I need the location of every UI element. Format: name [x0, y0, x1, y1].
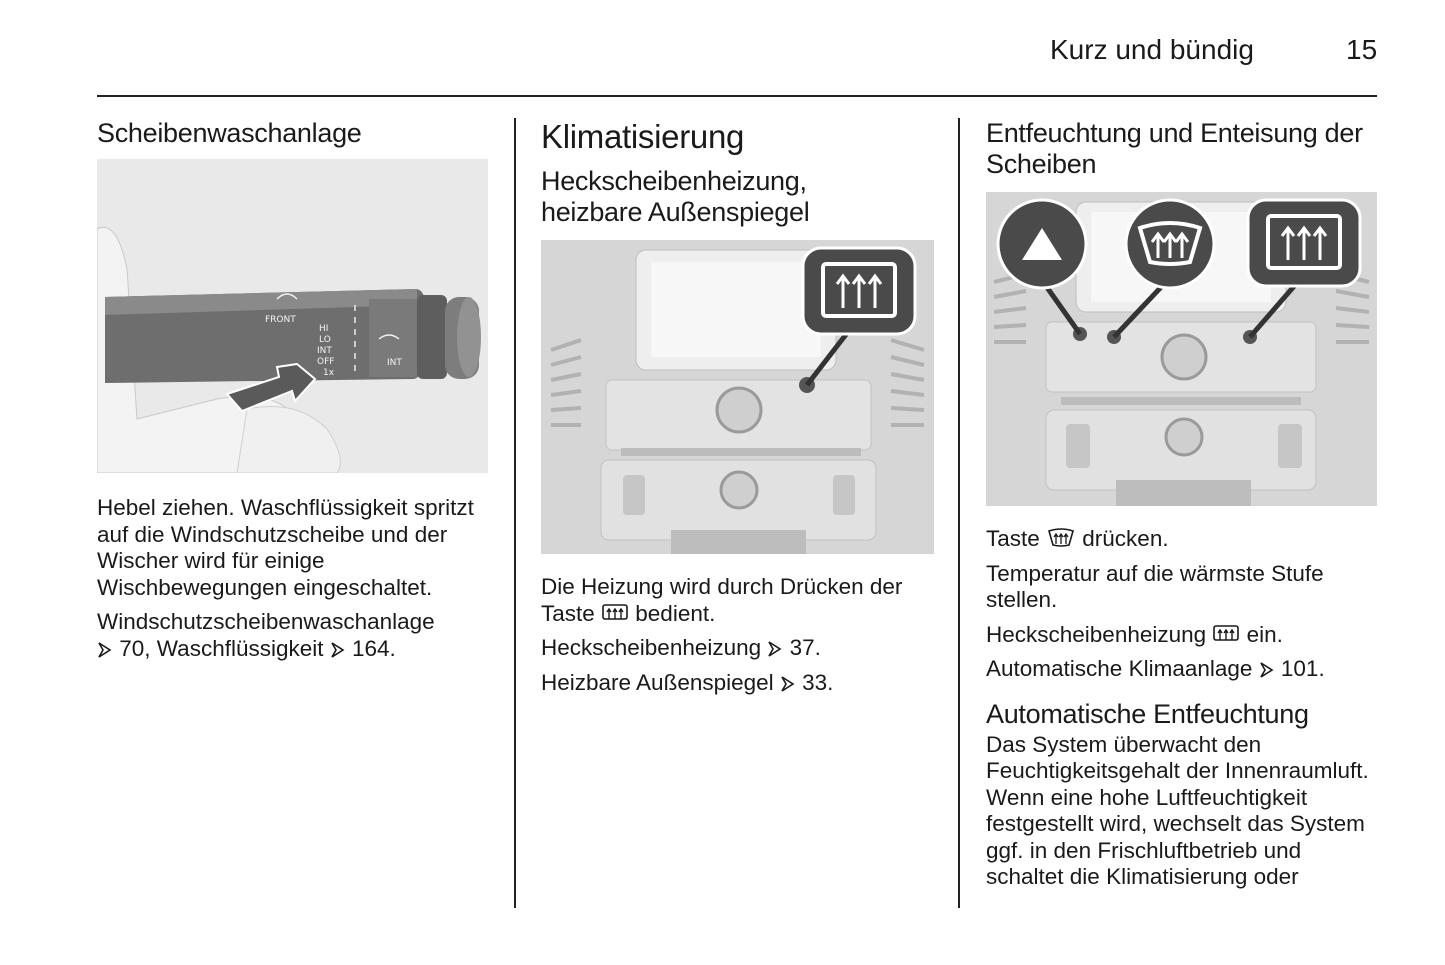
- section-heading: Scheibenwaschanlage: [97, 118, 362, 148]
- column-defog: [986, 118, 1381, 899]
- heating-instruction: Die Heizung wird durch Drücken der Taste bedient.: [541, 574, 903, 626]
- arrow-right-outline-icon: [1259, 661, 1275, 679]
- arrow-right-outline-icon: [780, 675, 796, 693]
- auto-dehumidify-text: Das System überwacht den Feuchtigkeitsgehalt der Innenraumluft. Wenn eine hohe Luftfeuchtigkeit festgestellt wird, wechselt das System ggf. in den Frischluftbetrieb und schaltet die Klimatisierung oder: [986, 731, 1369, 889]
- windscreen-defrost-icon: [1046, 527, 1076, 549]
- defog-step-2: Temperatur auf die wärmste Stufe stellen.: [986, 560, 1324, 612]
- chapter-title: Kurz und bündig: [1050, 34, 1254, 65]
- rear-heating-crossref: Heckscheibenheizung 37.: [541, 635, 821, 660]
- subsection-heading: Heckscheibenheizung, heizbare Außenspiegel: [541, 166, 810, 227]
- center-console-figure: [541, 240, 934, 554]
- defog-step-1: Taste drücken.: [986, 526, 1169, 551]
- subsection-heading: Automatische Entfeuchtung: [986, 698, 1309, 729]
- page-number: 15: [1346, 34, 1378, 65]
- arrow-right-outline-icon: [97, 641, 113, 659]
- rear-window-defrost-icon: [601, 602, 629, 624]
- defrost-buttons-figure: [986, 192, 1377, 506]
- column-washer: [97, 118, 497, 670]
- label-front: FRONT: [265, 315, 296, 325]
- climate-crossref: Automatische Klimaanlage 101.: [986, 656, 1325, 681]
- washer-crossref: Windschutzscheibenwaschanlage 70, Waschflüssigkeit 164.: [97, 609, 435, 661]
- label-int: INT: [317, 346, 332, 356]
- column-climate: [541, 118, 941, 704]
- arrow-right-outline-icon: [330, 641, 346, 659]
- section-heading: Entfeuchtung und Enteisung der Scheiben: [986, 118, 1363, 179]
- mirror-heating-crossref: Heizbare Außenspiegel 33.: [541, 669, 834, 695]
- column-divider: [958, 118, 960, 908]
- label-1x: 1x: [323, 368, 335, 378]
- header-divider: [97, 95, 1377, 97]
- label-int-ring: INT: [387, 358, 402, 368]
- defog-step-3: Heckscheibenheizung ein.: [986, 621, 1283, 647]
- wiper-stalk-figure: [97, 159, 488, 473]
- section-heading: Klimatisierung: [541, 118, 745, 155]
- column-divider: [514, 118, 516, 908]
- label-hi: HI: [319, 324, 329, 334]
- label-off: OFF: [317, 357, 335, 367]
- rear-window-defrost-icon: [1212, 623, 1240, 645]
- arrow-right-outline-icon: [767, 640, 783, 658]
- label-lo: LO: [319, 335, 331, 345]
- washer-instruction: Hebel ziehen. Waschflüssigkeit spritzt auf die Windschutzscheibe und der Wischer wird für einige Wischbewegungen eingeschaltet.: [97, 495, 474, 600]
